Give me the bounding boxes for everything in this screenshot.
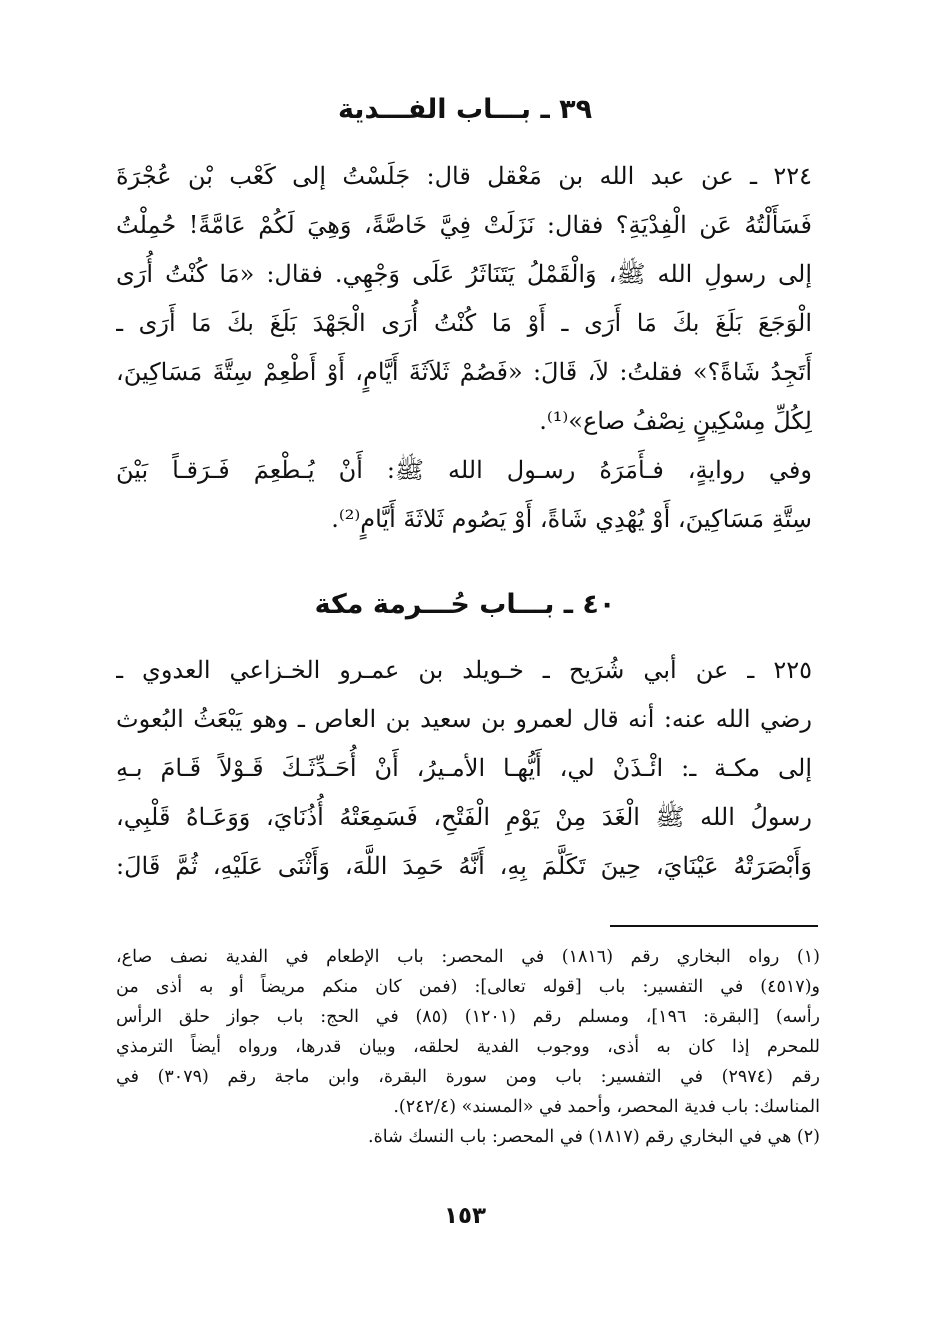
- chapter-heading-39: ٣٩ ـ بـــاب الفـــدية: [337, 94, 593, 125]
- footnote-2-line: (٢) هي في البخاري رقم (١٨١٧) في المحصر: باب النسك شاة.: [368, 1127, 820, 1147]
- hadith-225-paragraph: [116, 646, 812, 891]
- footnote-1-line: رأسه) [البقرة: ١٩٦]، ومسلم رقم (١٢٠١) (٨٥) في الحج: باب جواز حلق الرأس: [116, 1007, 820, 1027]
- footnote-1-line: و(٤٥١٧) في التفسير: باب [قوله تعالى]: (فمن كان منكم مريضاً أو به أذى من: [116, 977, 820, 997]
- text-line: وفي روايةٍ، فـأَمَرَهُ رسـول الله ﷺ: أَنْ يُـطْعِمَ فَـرَقـاً بَيْنَ: [116, 456, 812, 484]
- text-line: الْوَجَعَ بَلَغَ بكَ مَا أَرَى ـ أَوْ مَا كُنْتُ أُرَى الْجَهْدَ بَلَغَ بكَ مَا أَرَى ـ: [116, 309, 812, 337]
- text-line: رضي الله عنه: أنه قال لعمرو بن سعيد بن العاص ـ وهو يَبْعَثُ البُعوث: [116, 705, 812, 733]
- text-line: إلى مكـة ـ: ائْـذَنْ لي، أَيُّهـا الأمـيرُ، أَنْ أُحَـدِّثَـكَ قَـوْلاً قَـامَ بـهِ: [116, 754, 812, 782]
- text-line: فَسَأَلْتُهُ عَن الْفِدْيَةِ؟ فقال: نَزَلَتْ فِيَّ خَاصَّةً، وَهِيَ لَكُمْ عَامَّةً! حُمِلْتُ: [116, 211, 812, 239]
- text-line: أَتَجِدُ شَاةً؟» فقلتُ: لاَ، قَالَ: «فَصُمْ ثَلاَثَةَ أَيَّامٍ، أَوْ أَطْعِمْ سِتَّةَ مَسَاكِينَ،: [116, 358, 812, 386]
- text-line: لِكُلِّ مِسْكِينٍ نِصْفُ صاع»⁽¹⁾.: [539, 407, 812, 435]
- riwaya-paragraph: [116, 446, 812, 544]
- footnote-1-line: المناسك: باب فدية المحصر، وأحمد في «المسند» (٢٤٢/٤).: [393, 1097, 820, 1117]
- text-line: رسولُ الله ﷺ الْغَدَ مِنْ يَوْمِ الْفَتْحِ، فَسَمِعَتْهُ أُذُنَايَ، وَوَعَـاهُ قَلْبِي،: [116, 803, 812, 831]
- text-line: ٢٢٤ ـ عن عبد الله بن مَعْقل قال: جَلَسْتُ إلى كَعْب بْن عُجْرَةَ: [116, 162, 812, 190]
- text-line: سِتَّةِ مَسَاكِينَ، أَوْ يُهْدِي شَاةً، أَوْ يَصُوم ثَلاثَةَ أَيَّامٍ⁽²⁾.: [331, 505, 812, 533]
- footnote-1-line: (١) رواه البخاري رقم (١٨١٦) في المحصر: باب الإطعام في الفدية نصف صاع،: [116, 947, 820, 967]
- text-line: إلى رسولِ الله ﷺ، وَالْقَمْلُ يَتَنَاثَرُ عَلَى وَجْهِي. فقال: «مَا كُنْتُ أُرَى: [116, 260, 812, 288]
- chapter-heading-40: ٤٠ ـ بـــاب حُـــرمة مكة: [314, 589, 616, 620]
- page-number: ١٥٣: [443, 1203, 487, 1229]
- footnote-1-line: رقم (٢٩٧٤) في التفسير: باب ومن سورة البقرة، وابن ماجة رقم (٣٠٧٩) في: [116, 1067, 820, 1087]
- hadith-224-paragraph: [116, 152, 812, 446]
- footnote-1-line: للمحرم إذا كان به أذى، ووجوب الفدية لحلقه، وبيان قدرها، ورواه أيضاً الترمذي: [116, 1037, 820, 1057]
- text-line: وَأَبْصَرَتْهُ عَيْنَايَ، حِينَ تَكَلَّمَ بِهِ، أَنَّهُ حَمِدَ اللَّهَ، وَأَثْنَى عَلَيْهِ، ثُمَّ قَالَ:: [116, 852, 812, 880]
- text-line: ٢٢٥ ـ عن أبي شُرَيح ـ خـويلد بن عمـرو الخـزاعي العدوي ـ: [116, 656, 812, 684]
- footnote-separator: [610, 925, 818, 927]
- footnotes: [116, 942, 820, 1152]
